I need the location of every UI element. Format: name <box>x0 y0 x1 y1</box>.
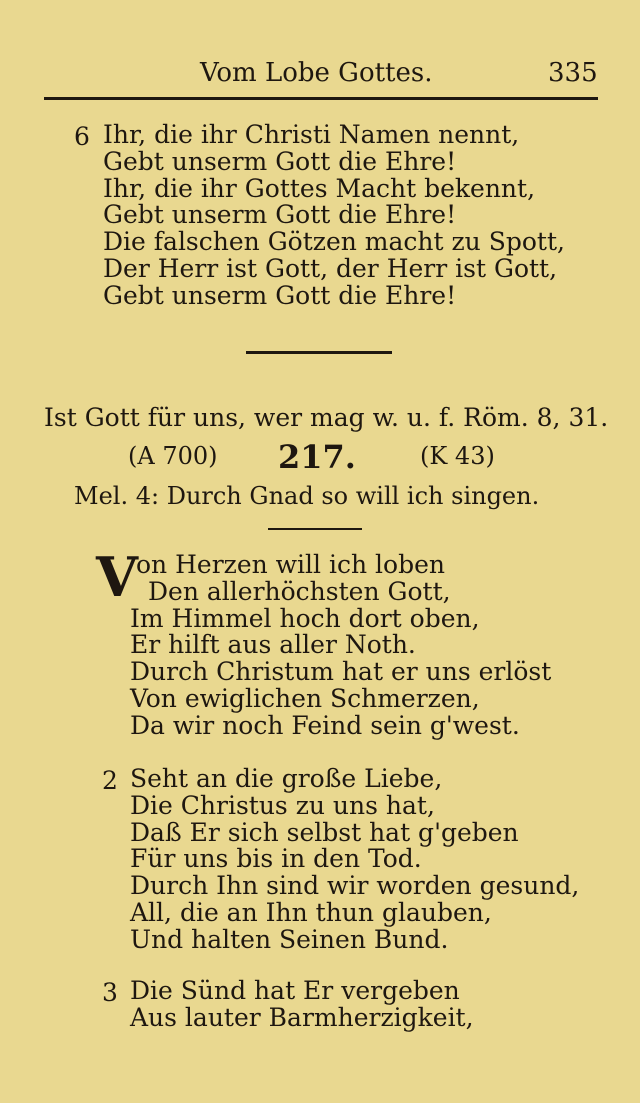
verse-line: Gebt unserm Gott die Ehre! <box>103 146 457 176</box>
page-number: 335 <box>548 58 598 88</box>
verse-number: 6 <box>74 122 90 151</box>
verse-line: Die falschen Götzen macht zu Spott, <box>103 227 565 257</box>
hymn-cross-ref-left: (A 700) <box>128 442 218 470</box>
verse-line: Aus lauter Barmherzigkeit, <box>130 1002 474 1032</box>
verse-line: Von ewiglichen Schmerzen, <box>130 684 480 713</box>
verse-line: Gebt unserm Gott die Ehre! <box>103 200 457 230</box>
verse-line: All, die an Ihn thun glauben, <box>130 898 492 927</box>
verse-line: Da wir noch Feind sein g'west. <box>130 710 520 740</box>
melody-line: Mel. 4: Durch Gnad so will ich singen. <box>74 482 540 510</box>
verse-number: 2 <box>102 766 118 795</box>
verse-line: Ihr, die ihr Christi Namen nennt, <box>103 120 520 149</box>
verse-line: Und halten Seinen Bund. <box>130 924 449 954</box>
verse-line: Die Christus zu uns hat, <box>130 790 435 820</box>
section-divider <box>246 351 392 354</box>
header-rule <box>44 97 598 100</box>
drop-cap: V <box>96 545 138 609</box>
verse-line: Er hilft aus aller Noth. <box>130 630 416 660</box>
verse-line: Die Sünd hat Er vergeben <box>130 976 460 1005</box>
verse-number: 3 <box>102 978 118 1007</box>
verse-line: Für uns bis in den Tod. <box>130 844 422 874</box>
verse-line: on Herzen will ich loben <box>136 550 445 579</box>
verse-line: Seht an die große Liebe, <box>130 764 443 793</box>
verse-line: Daß Er sich selbst hat g'geben <box>130 817 519 847</box>
hymn-number: 217. <box>278 438 356 476</box>
verse-line: Gebt unserm Gott die Ehre! <box>103 280 457 310</box>
hymn-cross-ref-right: (K 43) <box>420 442 495 470</box>
verse-line: Durch Ihn sind wir worden gesund, <box>130 871 580 901</box>
bible-reference: Ist Gott für uns, wer mag w. u. f. Röm. 8, 31. <box>44 403 609 432</box>
verse-line: Den allerhöchsten Gott, <box>148 576 451 606</box>
verse-line: Im Himmel hoch dort oben, <box>130 603 480 633</box>
verse-line: Durch Christum hat er uns erlöst <box>130 657 552 687</box>
verse-line: Ihr, die ihr Gottes Macht bekennt, <box>103 173 536 203</box>
heading-divider <box>268 528 362 530</box>
verse-line: Der Herr ist Gott, der Herr ist Gott, <box>103 254 558 283</box>
running-header-title: Vom Lobe Gottes. <box>200 58 433 88</box>
